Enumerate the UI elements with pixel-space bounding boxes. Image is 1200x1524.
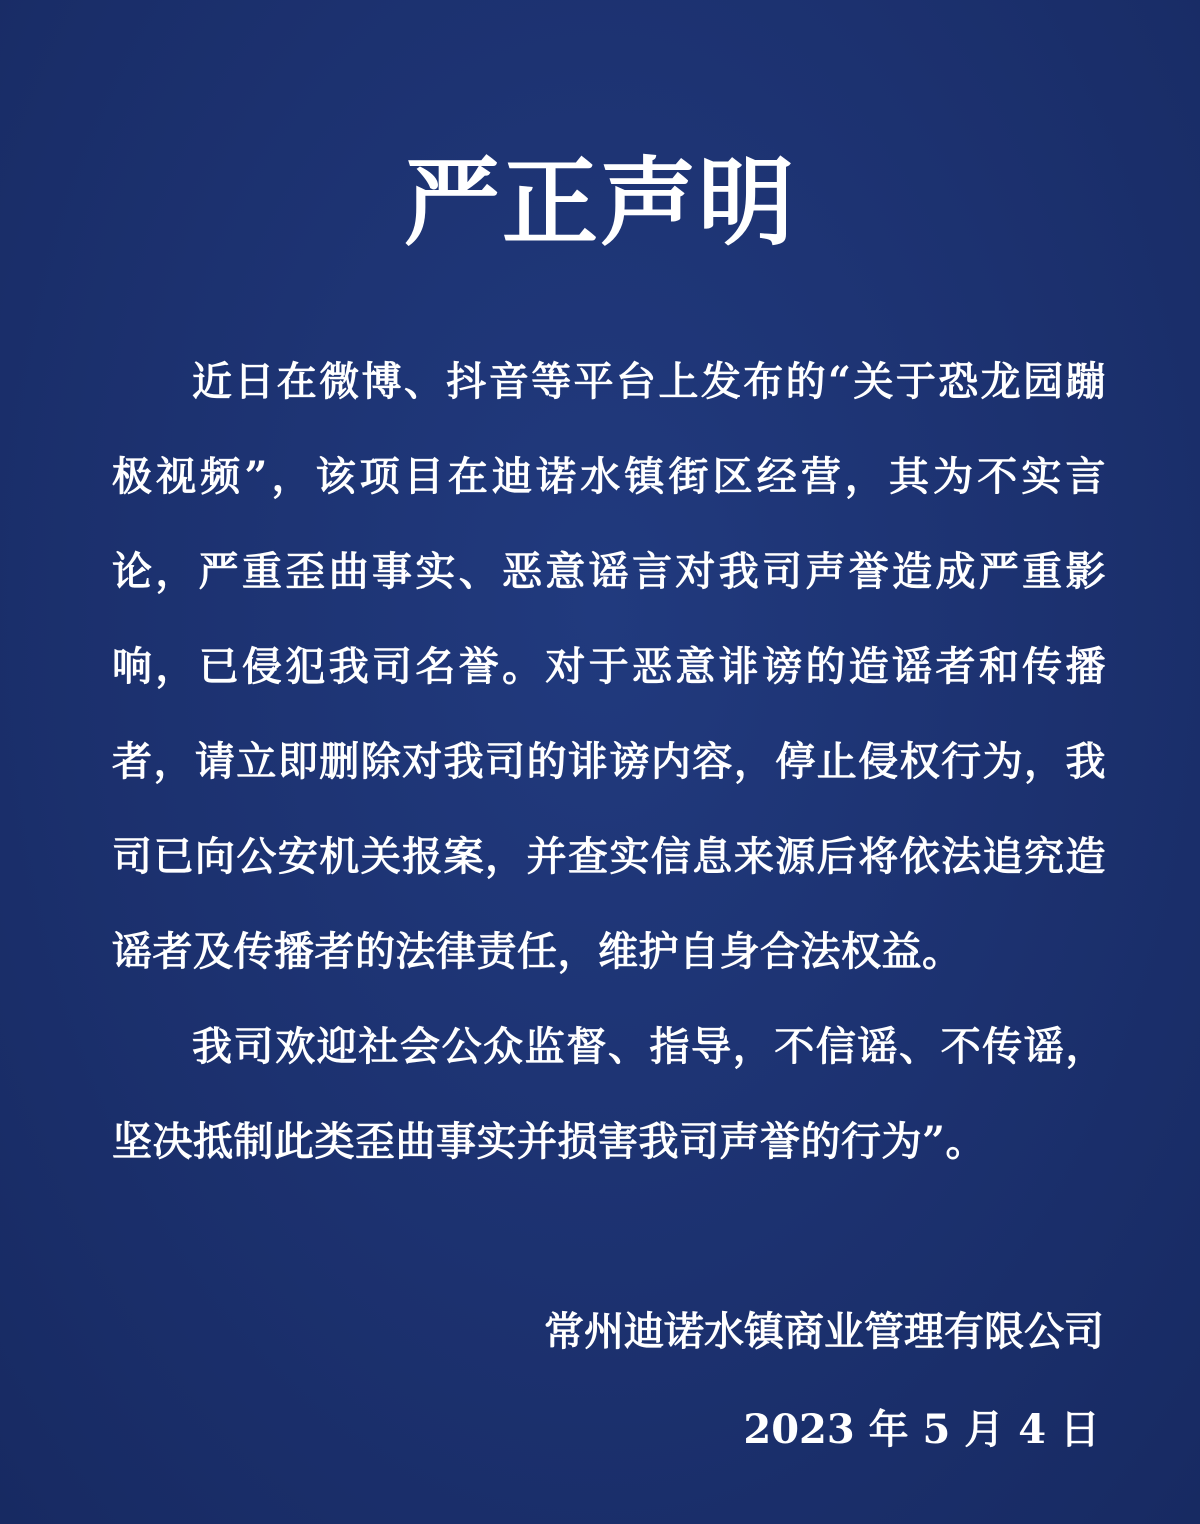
statement-paragraph-2: 我司欢迎社会公众监督、指导，不信谣、不传谣，坚决抵制此类歪曲事实并损害我司声誉的行为”。 (112, 1023, 1106, 1165)
page-title: 严正声明 (404, 147, 796, 259)
statement-date: 2023 年 5 月 4 日 (743, 1406, 1100, 1453)
statement-body (112, 334, 1106, 1189)
statement-paragraph-1: 近日在微博、抖音等平台上发布的“关于恐龙园蹦极视频”，该项目在迪诺水镇街区经营，其为不实言论，严重歪曲事实、恶意谣言对我司声誉造成严重影响，已侵犯我司名誉。对于恶意诽谤的造谣者和传播者，请立即删除对我司的诽谤内容，停止侵权行为，我司已向公安机关报案，并查实信息来源后将依法追究造谣者及传播者的法律责任，维护自身合法权益。 (112, 358, 1106, 975)
company-signature: 常州迪诺水镇商业管理有限公司 (544, 1308, 1104, 1355)
